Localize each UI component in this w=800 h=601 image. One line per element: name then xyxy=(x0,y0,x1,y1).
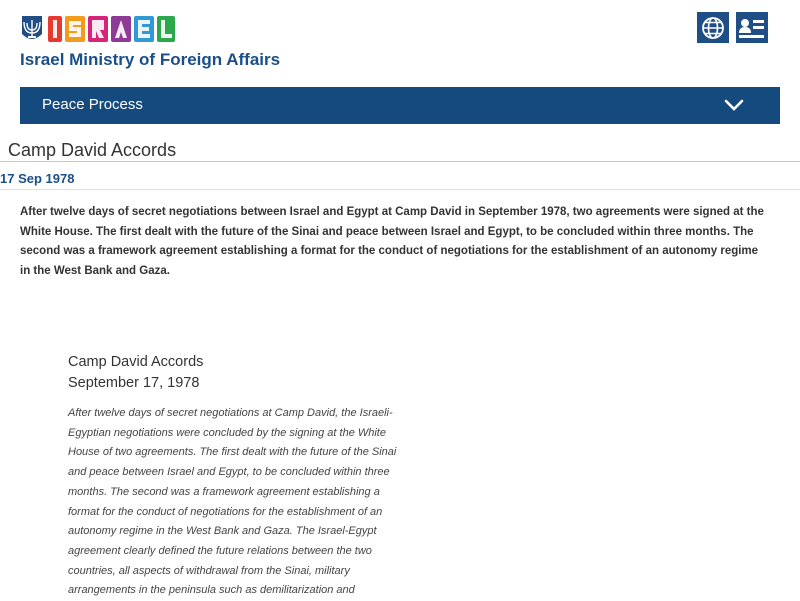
id-card-icon xyxy=(739,17,765,39)
article-title: Camp David Accords xyxy=(68,354,204,370)
publish-date: 17 Sep 1978 xyxy=(0,171,75,186)
article-date: September 17, 1978 xyxy=(68,375,200,391)
site-header xyxy=(0,0,800,80)
summary-paragraph: After twelve days of secret negotiations between Israel and Egypt at Camp David in September 1978, two agreements were signed at the White House. The first dealt with the future of the Sinai and peace between Israel and Egypt, to be concluded within three months. The second was a framework agreement establishing a format for the conduct of negotiations for the establishment of an autonomy regime in the West Bank and Gaza. xyxy=(20,206,764,277)
menorah-emblem-icon[interactable] xyxy=(20,14,44,44)
profile-button[interactable] xyxy=(736,12,768,43)
chevron-down-icon[interactable] xyxy=(724,97,744,113)
title-divider xyxy=(0,161,800,162)
globe-icon xyxy=(701,16,725,40)
israel-brand-logo[interactable] xyxy=(48,12,178,46)
ministry-name[interactable]: Israel Ministry of Foreign Affairs xyxy=(20,50,281,69)
article-body: After twelve days of secret negotiations at Camp David, the Israeli-Egyptian negotiations were concluded by the signing at the White House of two agreements. The first dealt with the future of the Sinai and peace between Israel and Egypt, to be concluded within three months. The second was a framework agreement establishing a format for the conduct of negotiations for the establishment of an autonomy regime in the West Bank and Gaza. The Israel-Egypt agreement clearly defined the future relations between the two countries, all aspects of withdrawal from the Sinai, military arrangements in the peninsula such as demilitarization and xyxy=(68,407,397,597)
date-divider xyxy=(0,189,800,190)
language-button[interactable] xyxy=(697,12,729,43)
article-content xyxy=(68,352,398,601)
section-nav-bar[interactable] xyxy=(20,87,780,124)
nav-section-label[interactable]: Peace Process xyxy=(42,96,143,113)
page-title: Camp David Accords xyxy=(8,140,177,160)
